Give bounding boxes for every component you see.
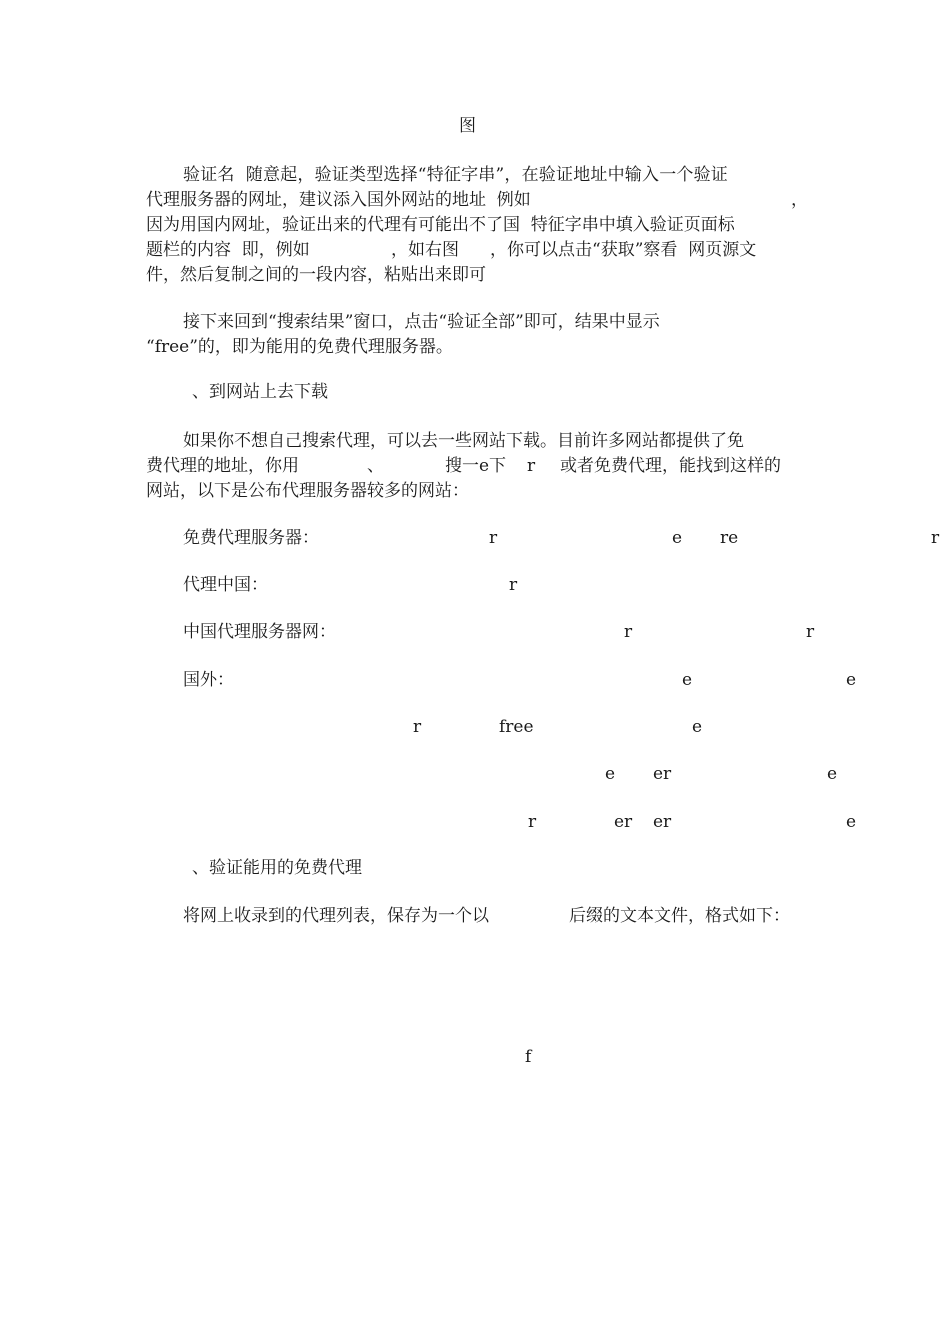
paragraph-line: ，你可以点击“获取”察看 网页源文 <box>490 240 757 260</box>
paragraph-line: 费代理的地址，你用 <box>146 456 299 476</box>
paragraph-line: 题栏的内容 即，例如 <box>146 240 310 260</box>
site-url-fragment: e <box>846 670 857 690</box>
site-label: 中国代理服务器网： <box>183 622 336 642</box>
site-url-fragment: e <box>605 764 616 784</box>
site-url-fragment: r <box>931 528 940 548</box>
paragraph-line: 因为用国内网址，验证出来的代理有可能出不了国 特征字串中填入验证页面标 <box>146 215 735 235</box>
site-url-fragment: er <box>614 812 633 832</box>
site-url-fragment: free <box>499 717 534 737</box>
paragraph-line: 代理服务器的网址，建议添入国外网站的地址 例如 <box>146 190 531 210</box>
section-heading-verify: 、验证能用的免费代理 <box>192 858 362 878</box>
site-url-fragment: r <box>413 717 422 737</box>
site-url-fragment: r <box>509 575 518 595</box>
paragraph-line: 搜一e下 <box>445 456 507 476</box>
paragraph-line: 验证名 随意起，验证类型选择“特征字串”，在验证地址中输入一个验证 <box>183 165 728 185</box>
paragraph-line: 接下来回到“搜索结果”窗口，点击“验证全部”即可，结果中显示 <box>183 312 660 332</box>
paragraph-line: 件，然后复制之间的一段内容，粘贴出来即可 <box>146 265 486 285</box>
paragraph-line: 将网上收录到的代理列表，保存为一个以 <box>183 906 489 926</box>
paragraph-line: 如果你不想自己搜索代理，可以去一些网站下载。目前许多网站都提供了免 <box>183 431 744 451</box>
site-url-fragment: e <box>827 764 838 784</box>
site-url-fragment: e <box>672 528 683 548</box>
paragraph-line: ， <box>791 190 808 210</box>
site-url-fragment: r <box>806 622 815 642</box>
site-label: 免费代理服务器： <box>183 528 319 548</box>
site-url-fragment: er <box>653 812 672 832</box>
site-url-fragment: e <box>692 717 703 737</box>
text-fragment: f <box>525 1047 532 1067</box>
paragraph-line: 网站，以下是公布代理服务器较多的网站： <box>146 481 469 501</box>
paragraph-line: 或者免费代理，能找到这样的 <box>560 456 781 476</box>
paragraph-line: 、 <box>367 456 384 476</box>
paragraph-line: “free”的，即为能用的免费代理服务器。 <box>146 337 453 357</box>
paragraph-line: ，如右图 <box>391 240 459 260</box>
site-url-fragment: r <box>489 528 498 548</box>
site-url-fragment: er <box>653 764 672 784</box>
site-label: 代理中国： <box>183 575 268 595</box>
paragraph-line: 后缀的文本文件，格式如下： <box>569 906 790 926</box>
site-url-fragment: e <box>682 670 693 690</box>
site-label: 国外： <box>183 670 234 690</box>
site-url-fragment: r <box>624 622 633 642</box>
site-url-fragment: re <box>720 528 739 548</box>
site-url-fragment: e <box>846 812 857 832</box>
paragraph-line: r <box>527 456 536 476</box>
section-heading-download: 、到网站上去下载 <box>192 382 328 402</box>
site-url-fragment: r <box>528 812 537 832</box>
figure-caption: 图 <box>459 116 476 136</box>
